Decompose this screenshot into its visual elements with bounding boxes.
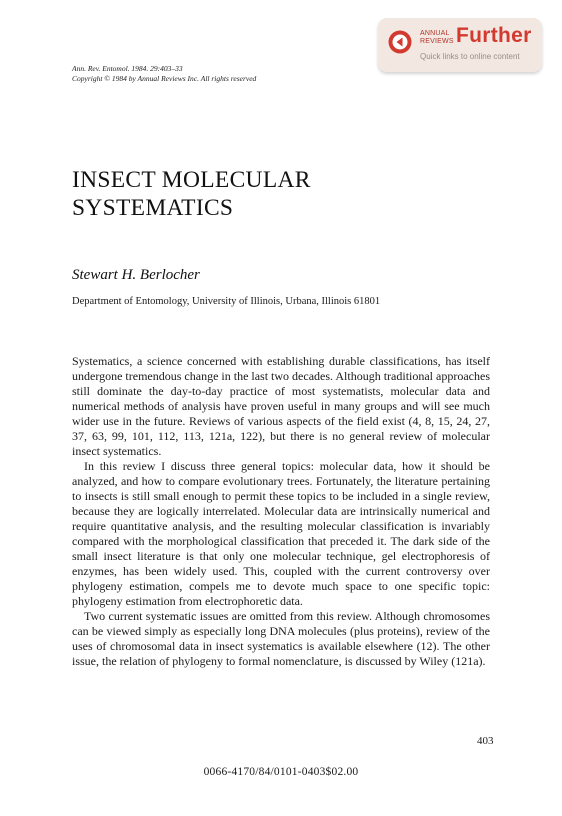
body-paragraph: Two current systematic issues are omitted from this review. Although chromosomes can be viewed simply as especially long DNA molecules (plus proteins), review of the uses of chromosomal data in insect systematics is available elsewhere (12). The other issue, the relation of phylogeny to formal nomenclature, is discussed by Wiley (121a). [72, 609, 490, 668]
annual-reviews-wordmark [420, 30, 454, 46]
article-body [72, 354, 490, 669]
page-number: 403 [477, 735, 494, 747]
banner-small-line1: ANNUAL [420, 30, 450, 37]
annual-reviews-further-banner[interactable] [378, 18, 542, 72]
banner-subtitle: Quick links to online content [420, 52, 520, 61]
citation [72, 64, 256, 84]
author-affiliation: Department of Entomology, University of Illinois, Urbana, Illinois 61801 [72, 296, 381, 307]
title-line-2: SYSTEMATICS [72, 195, 234, 221]
body-paragraph: In this review I discuss three general topics: molecular data, how it should be analyzed, and how to compare evolutionary trees. Fortunately, the literature pertaining to insects is still small enough to permit these topics to be included in a single review, because they are logically interrelated. Molecular data are intrinsically numerical and require quantitative analysis, and the resulting molecular classification is invariably compared with the morphological classification that preceded it. The dark side of the small insect literature is that only one molecular technique, gel electrophoresis of enzymes, has been widely used. This, coupled with the current controversy over phylogeny estimation, compels me to devote much space to one specific topic: phylogeny estimation from electrophoretic data. [72, 459, 490, 608]
body-paragraph: Systematics, a science concerned with establishing durable classifications, has itself undergone tremendous change in the last two decades. Although traditional approaches still dominate the day-to-day practice of most systematists, molecular data and numerical methods of analysis have proven useful in many groups and will see much wider use in the future. Reviews of various aspects of the field exist (4, 8, 15, 24, 27, 37, 63, 99, 101, 112, 113, 121a, 122), but there is no general review of molecular insect systematics. [72, 354, 490, 458]
article-title [72, 166, 311, 222]
citation-copyright: Copyright © 1984 by Annual Reviews Inc. All rights reserved [72, 74, 257, 83]
author-name: Stewart H. Berlocher [72, 267, 200, 283]
banner-small-line2: REVIEWS [420, 38, 454, 45]
banner-title: Further [456, 24, 532, 47]
title-line-1: INSECT MOLECULAR [72, 167, 311, 193]
article-code: 0066-4170/84/0101-0403$02.00 [203, 766, 359, 778]
citation-journal: Ann. Rev. Entomol. 1984. 29:403–33 [72, 64, 183, 73]
back-arrow-circle-icon [388, 30, 412, 54]
